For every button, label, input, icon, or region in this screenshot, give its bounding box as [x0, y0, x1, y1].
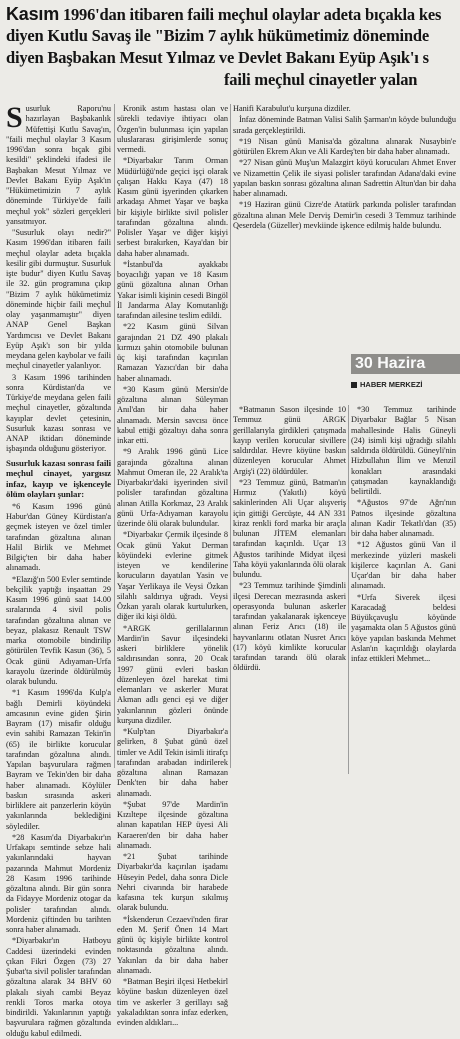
- square-icon: [351, 382, 357, 388]
- column-divider: [230, 104, 231, 768]
- paragraph: *30 Temmuz tarihinde Diyarbakır Bağlar 5 Nisan mahallesinde Halis Güneyli (24) isimli kişi uğradığı silahlı saldırıda öldürüldü. Güneyli'nin Hizbullahın İlim ve Menzil konakları arasındaki çatışmadan kaynaklandığı belirtildi.: [351, 405, 456, 496]
- paragraph: *9 Aralık 1996 günü Lice garajında gözaltına alınan Mahmut Omeran ile, 22 Aralık'ta Diyarbakır'daki işyerinden sivil polisler tarafından gözaltına alınan Atilla Korkmaz, 23 Aralık günü Urfa-Adıyaman karayolu üzerinde ölü olarak bulundular.: [117, 447, 228, 528]
- byline: HABER MERKEZİ: [351, 380, 456, 390]
- headline-block: [0, 0, 456, 96]
- paragraph: *İstanbul'da ayakkabı boyacılığı yapan ve 18 Kasım günü gözaltına alınan Orhan Yakar isimli kişinin cesedi Bingöl İl Jandarma Alay Komutanlığı tarafından ailesine teslim edildi.: [117, 259, 228, 320]
- paragraph: *23 Temmuz tarihinde Şimdinli ilçesi Derecan mezrasında askeri operasyonda bulunan askerler tarafından yakalanarak işkenceye alınan Feriz Arıcı (18) ile hayvanlarını otlatan Nusret Arıcı (17) köyü kimlikte korucular tarafından tarandı ölü olarak öldürdü.: [233, 581, 346, 673]
- paragraph: *19 Haziran günü Cizre'de Atatürk parkında polisler tarafından gözaltına alınan Mele Derviş Demir'in cesedi 3 Temmuz tarihinde Qeserdela (Güzeller) mevkiinde işkence edilmiş halde bulundu.: [233, 200, 456, 230]
- paragraph: İnfaz döneminde Batman Valisi Salih Şarman'ın köyde bulunduğu sırada gerçekleştirildi.: [233, 115, 456, 135]
- headline-line-4: faili meçhul cinayetler yalan: [224, 70, 418, 89]
- paragraph: "Susurluk olayı nedir?" Kasım 1996'dan itibaren faili meçhul olaylar adeta bıçakla kesilir gibi durmuştur. Susurluk işte budur" diyen Kutlu Savaş ile 32. gün programına çıkıp "Bizim 7 aylık hükümetimiz döneminde hiçbir faili meçhul olay yaşanmamıştır" diyen ANAP Genel Başkan Yardımcısı ve Devlet Bakanı Eyüp Aşık'ı son bir yılda meydana gelen kaybolar ve faili meçhul cinayetler yalanlıyor.: [6, 228, 111, 371]
- paragraph: *28 Kasım'da Diyarbakır'ın Urfakapı semtinde sebze hali yakınlarındaki hayvan pazarında Mahmut Mordeniz 28 Kasım 1996 tarihinde gözaltına alındı. Bir gün sonra da Fidayye Mordeniz otogar da polisler tarafından alındı. Mordeniz çiftinden bu tarihten sonra haber alınamadı.: [6, 832, 111, 935]
- paragraph: *6 Kasım 1996 günü Habur'dan Güney Kürdistan'a geçmek isteyen ve özel timler tarafından gözaltına alınan Halil Birlik ve Mehmet Bilgiç'ten bir daha haber alınamadı.: [6, 501, 111, 573]
- lead-paragraph: Susurluk Raporu'nu hazırlayan Başbakanlık Müfettişi Kutlu Savaş'ın, "faili meçhul olaylar 3 Kasım 1996'dan sonra bıçak gibi kesildi" şeklindeki ifadesi ile Başbakan Mesut Yılmaz ve Devlet Bakanı Eyüp Aşık'ın "Hükümetimizin 7 aylık döneminde Türkiye'de faili meçhul yok" sözleri gerçekleri yansıtmıyor.: [6, 101, 111, 226]
- paragraph: *21 Şubat tarihinde Diyarbakır'da kaçırılan işadamı Hüseyin Pedel, daha sonra Dicle Nehri civarında bir harabede kafasına tek kurşun sıkılmış olarak bulundu.: [117, 852, 228, 913]
- column-divider: [114, 104, 115, 768]
- paragraph: *Batman Beşiri ilçesi Hetbekirl köyüne baskın düzenleyen özel tim ve askerler 3 gerillayı sağ yakaladıktan sonra infaz ederken, evinden aldıkları...: [117, 977, 228, 1027]
- paragraph: *Elazığ'ın 500 Evler semtinde bekçilik yaptığı inşaattan 29 Kasım 1996 günü saat 14.00 sıralarında 4 sivil polis tarafından gözaltına alınan ve beyaz, plakasız Renault TSW marka otomobile bindirilip götürülen Tevfik Kasun (36), 5 Ocak günü Adıyaman-Urfa karayolu üzerinde öldürülmüş olarak bulundu.: [6, 574, 111, 687]
- paragraph: Hanifi Karabulut'u kurşuna dizdiler.: [233, 104, 351, 113]
- section-banner: 30 Hazira: [351, 354, 460, 374]
- paragraph: *Şubat 97'de Mardin'in Kızıltepe ilçesinde gözaltına alınan kapatılan HEP üyesi Ali Karaeren'den bir daha haber alınamadı.: [117, 799, 228, 850]
- headline-line-2: diyen Kutlu Savaş ile "Bizim 7 aylık hükümetimiz döneminde: [6, 26, 429, 45]
- paragraph: *ARGK gerillalarının Mardin'in Savur ilçesindeki askeri birliklere yönelik saldırısından sonra, 20 Ocak 1997 günü evleri baskın düzenleyen özel harekat timi elemanları ve askerler Murat Akman adlı genci eşi ve diğer yakınlarının gözleri önünde kurşuna dizdiler.: [117, 623, 228, 725]
- paragraph: *İskenderun Cezaevi'nden firar eden M. Şerif Önen 14 Mart günü üç kişiyle birlikte kontrol noktasında gözaltına alındı. Yakınları da bir daha haber alınamadı.: [117, 914, 228, 975]
- paragraph: *Diyarbakır Tarım Orman Müdürlüğü'nde geçici işçi olarak çalışan Hakkı Kaya (47) 18 Kasım günü işyerinden çıkarken arkadaşı Ahmet Yaşar ve başka bir kişiyle birlikte sivil polisler tarafından gözaltına alındı. Polisler Yaşar ve diğer kişiyi serbest bırakırken, Kaya'dan bir daha haber alınamadı.: [117, 156, 228, 258]
- column-3-lower: [233, 405, 346, 774]
- paragraph: *Batmanın Sason ilçesinde 10 Temmuz günü ARGK gerillalarıyla girdikleri çatışmada kayıp verilen korucular sivillere saldırdılar. Hevre köyüne baskın düzenleyen korucular Ahmet Argiş'i (22) öldürdüler.: [233, 405, 346, 476]
- column-2: [117, 104, 228, 1027]
- column-3-upper: [233, 104, 456, 350]
- headline-line-3: diyen Başbakan Mesut Yılmaz ve Devlet Bakanı Eyüp Aşık'ı s: [6, 48, 429, 67]
- paragraph: *30 Kasım günü Mersin'de gözaltına alınan Süleyman Anıl'dan bir daha haber alınamadı. Mersin savcısı önce kabul ettiği gözaltıyı daha sonra inkar etti.: [117, 384, 228, 445]
- paragraph: Kronik astım hastası olan ve sürekli tedaviye ihtiyacı olan Özgen'in bulunması için yapılan uluslararası girişimlerde sonuç vermedi.: [117, 104, 228, 154]
- paragraph: *1 Kasım 1996'da Kulp'a bağlı Demirli köyündeki amcasının evine giden Şirin Bayram (17) misafir olduğu evin sahibi Ramazan Tekin'in (65) ile birlikte korucular tarafından gözaltına alındı. Yapılan başvurulara rağmen Bayram ve Tekin'den bir daha haber alınamadı. Köylüler baskın sırasında askeri birliklere ait panzerlerin köyün yakınlarında beklediğini söylediler.: [6, 688, 111, 831]
- paragraph: *Diyarbakır'ın Hatboyu Caddesi üzerindeki evinden çıkan Fikri Özgen (73) 27 Şubat'ta sivil polisler tarafından gözaltına alarak 34 BHV 60 plakalı siyah cambi Beyaz renkli Toros marka otoya bindirildi. Yakınlarının yaptığı başvurulara rağmen gözaltında olduğu kabul edilmedi.: [6, 936, 111, 1038]
- paragraph: *23 Temmuz günü, Batman'ın Hırmız (Yakıtlı) köyü sakinlerinden Ali Uçar alışveriş için gittiği Gercüşte, 44 AN 331 kiraz renkli ford marka bir araçla bulunan JİTEM elemanları tarafından kaçırıldı. Uçar 13 Ağustos tarihinde Midyat ilçesi Taha köyü yakınlarında ölü olarak bulundu.: [233, 477, 346, 579]
- paragraph: *27 Nisan günü Muş'un Malazgirt köyü korucuları Ahmet Enver ve Nizamettin Çelik ile siyasi polisler tarafından Adana'daki evine yapılan baskın sonrası gözaltına alınan Sadrettin Altun'dan bir daha haber alınamadı.: [233, 158, 456, 198]
- column-divider: [348, 405, 349, 774]
- headline-line-1: Kasım 1996'dan itibaren faili meçhul olaylar adeta bıçakla kes: [6, 4, 442, 24]
- paragraph: *Kulp'tan Diyarbakır'a gelirken, 8 Şubat günü özel timler ve Adil Tekin isimli itirafçı tarafından arabadan indirilerek gözaltına alınan Ramazan Denk'ten bir daha haber alınamadı.: [117, 727, 228, 798]
- paragraph: 3 Kasım 1996 tarihinden sonra Kürdistan'da ve Türkiye'de meydana gelen faili meçhul cinayetler, gözaltında kayıplar devlet çetesinin, Susurluk kazası sonrası ve ANAP iktidarı döneminde işbaşında olduğunu gösteriyor.: [6, 372, 111, 454]
- paragraph: *19 Nisan günü Manisa'da gözaltına alınarak Nusaybin'e götürülen Ekrem Akın ve Ali Kardeş'ten bir daha haber alınamadı.: [233, 136, 456, 156]
- paragraph: *Urfa Siverek ilçesi Karacadağ beldesi Büyükçavuşlu köyünde yaşamakta olan 5 Ağustos günü köye yapılan baskında Mehmet Aslan'ın kaçırıldığı olaylarda infaz ettikleri Mehmet...: [351, 592, 456, 663]
- headline-keyword: Kasım: [6, 4, 60, 24]
- column-4-lower: [351, 405, 456, 774]
- subheading: Susurluk kazası sonrası faili meçhul cinayet, yargısız infaz, kayıp ve işkenceyle ölüm olayları şunlar:: [6, 457, 111, 500]
- drop-cap: S: [6, 101, 23, 134]
- column-1: [6, 101, 111, 1038]
- paragraph: *Ağustos 97'de Ağrı'nın Patnos ilçesinde gözaltına alınan Kadir Tekatlı'dan (35) bir daha haber alınamadı.: [351, 498, 456, 538]
- paragraph: *Diyarbakır Çermik ilçesinde 8 Ocak günü Yakut Derman köyündeki evlerine gitmek isteyen ve kendilerine korucuların dayatılan Yasin ve Yaşar Yerlikaya ile Veysi Özkan silahlı saldırıya uğradı. Veysi Özkan yaralı olarak kurtulurken, diğer iki kişi öldü.: [117, 530, 228, 622]
- paragraph: *12 Ağustos günü Van il merkezinde yüzleri maskeli kişilerce kaçırılan A. Gani Uçar'dan bir daha haber alınamadı.: [351, 540, 456, 591]
- paragraph: *22 Kasım günü Silvan garajından 21 DZ 490 plakalı kırmızı şahin otomobile bulunan üç kişi tarafından kaçırılan Ramazan Yazıcı'dan bir daha haber alınamadı.: [117, 322, 228, 383]
